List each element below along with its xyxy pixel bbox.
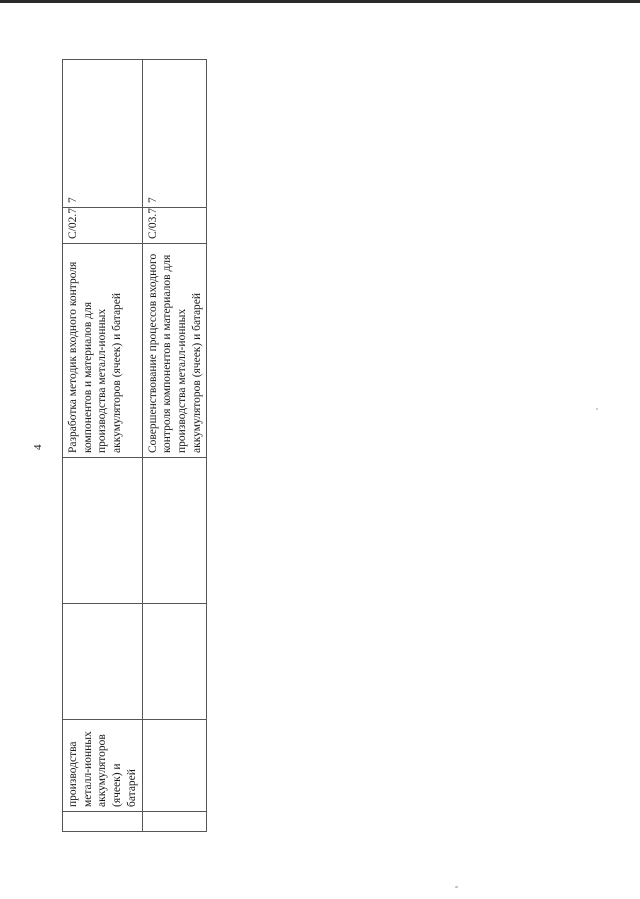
table-cell-empty xyxy=(142,458,207,604)
table-cell-empty xyxy=(63,458,143,604)
function-code-text: C/03.7 xyxy=(146,208,159,239)
table-cell-level xyxy=(142,60,207,208)
table-cell-function xyxy=(63,244,143,458)
qualification-level-text: 7 xyxy=(146,197,159,203)
table-row xyxy=(63,60,143,832)
table-cell-empty xyxy=(142,812,207,832)
function-name-text: Разработка методик входного контроля компонентов и материалов для производства металл-ионных аккумуляторов (ячеек) и батарей xyxy=(67,261,124,453)
table-cell-function xyxy=(142,244,207,458)
function-code-text: C/02.7 xyxy=(67,208,79,239)
table-cell-profile xyxy=(63,720,143,812)
scan-top-edge xyxy=(0,0,640,3)
qualification-table xyxy=(62,59,207,832)
function-name-text: Совершенствование процессов входного контроля компонентов и материалов для производства металл-ионных аккумуляторов (ячеек) и батарей xyxy=(146,253,203,453)
table-cell-code xyxy=(142,208,207,244)
table-cell-level xyxy=(63,60,143,208)
table-cell-code xyxy=(63,208,143,244)
table-row xyxy=(142,60,207,832)
page-number: 4 xyxy=(32,444,44,450)
scan-speck xyxy=(596,408,598,410)
table-cell-profile xyxy=(142,720,207,812)
qualification-level-text: 7 xyxy=(67,197,79,203)
rotated-table-container xyxy=(62,59,207,832)
table-cell-empty xyxy=(63,812,143,832)
profile-text: производства металл-ионных аккумуляторов (ячеек) и батарей xyxy=(67,731,138,807)
table-cell-empty xyxy=(63,604,143,720)
table-cell-empty xyxy=(142,604,207,720)
scan-speck xyxy=(455,886,458,888)
